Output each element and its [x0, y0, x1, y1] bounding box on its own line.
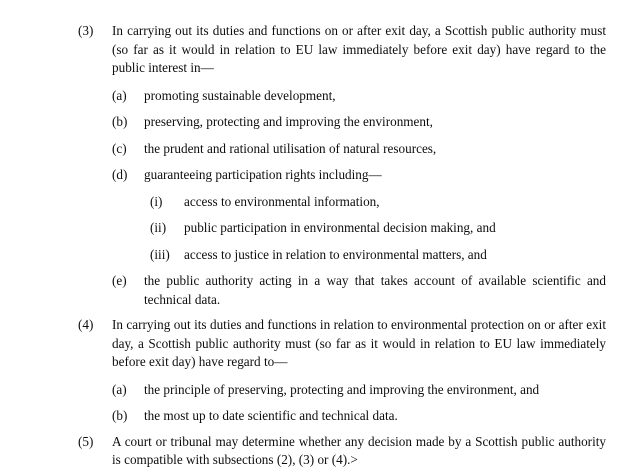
- list-item-number: (d): [112, 167, 128, 182]
- list-item: [78, 87, 606, 106]
- clause-5: [78, 433, 606, 470]
- clause-3: [78, 22, 606, 78]
- list-item-text: the public authority acting in a way that takes account of available scientific and technical data.: [144, 273, 606, 307]
- clause-text: In carrying out its duties and functions on or after exit day, a Scottish public authority must (so far as it would in relation to EU law immediately before exit day) have regard to the public interest in—: [112, 23, 606, 75]
- spacer: [78, 309, 606, 316]
- spacer: [78, 426, 606, 433]
- list-item: [78, 272, 606, 309]
- list-item: [78, 140, 606, 159]
- list-item: [78, 246, 606, 265]
- list-item: [78, 166, 606, 185]
- list-item-number: (iii): [150, 246, 170, 262]
- list-item: [78, 381, 606, 400]
- clause-number: (4): [78, 317, 94, 332]
- list-item-number: (b): [112, 114, 128, 129]
- list-item-number: (b): [112, 408, 128, 423]
- clause-number: (5): [78, 433, 94, 449]
- list-item-text: the principle of preserving, protecting and improving the environment, and: [144, 381, 540, 397]
- list-item-text: promoting sustainable development,: [144, 87, 336, 103]
- list-item-text: guaranteeing participation rights including—: [144, 167, 382, 182]
- list-item-text: preserving, protecting and improving the environment,: [144, 114, 433, 129]
- list-item-text: public participation in environmental decision making, and: [184, 220, 496, 235]
- clause-text: A court or tribunal may determine whether any decision made by a Scottish public authority is compatible with subsections (2), (3) or (4).>: [112, 433, 606, 467]
- list-item-number: (a): [112, 381, 127, 397]
- clause-4-subitems: [78, 381, 606, 426]
- clause-text: In carrying out its duties and functions in relation to environmental protection on or after exit day, a Scottish public authority must (so far as it would in relation to EU law immediately before exit day) have regard to—: [112, 317, 606, 369]
- list-item: [78, 113, 606, 132]
- list-item-number: (e): [112, 273, 127, 288]
- list-item-number: (c): [112, 140, 127, 156]
- list-item-number: (i): [150, 193, 163, 209]
- list-item-text: the prudent and rational utilisation of natural resources,: [144, 140, 437, 156]
- list-item-number: (a): [112, 87, 127, 103]
- list-item: [78, 193, 606, 212]
- list-item-text: access to justice in relation to environmental matters, and: [184, 246, 487, 262]
- clause-4: [78, 316, 606, 372]
- list-item-text: the most up to date scientific and technical data.: [144, 408, 398, 423]
- list-item: [78, 407, 606, 426]
- list-item-text: access to environmental information,: [184, 193, 380, 209]
- clause-number: (3): [78, 23, 94, 38]
- list-item: [78, 219, 606, 238]
- clause-3-subitems: [78, 87, 606, 310]
- list-item-number: (ii): [150, 220, 167, 235]
